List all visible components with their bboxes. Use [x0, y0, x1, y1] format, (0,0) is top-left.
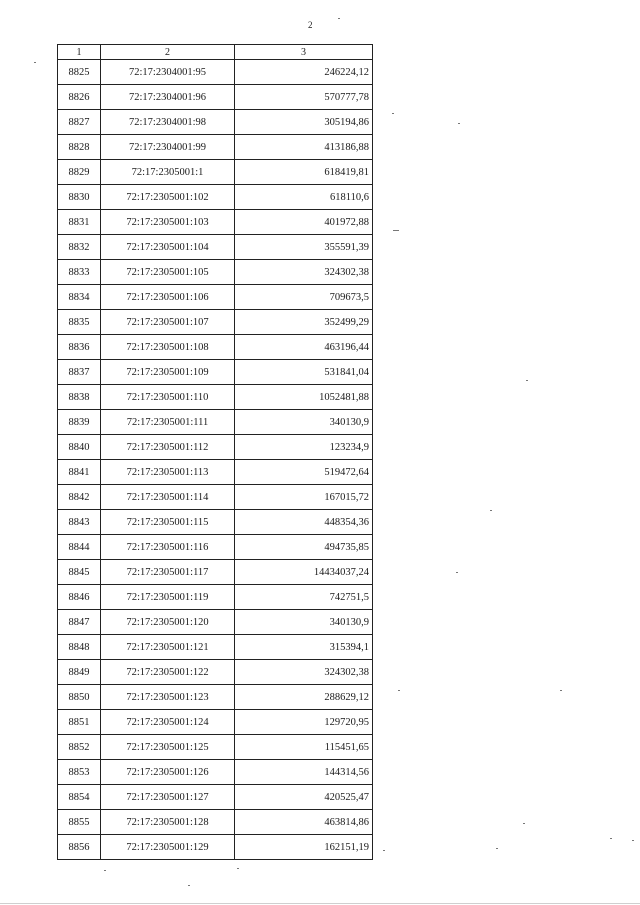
cadastral-number-cell: 72:17:2305001:129 — [101, 835, 235, 860]
value-cell: 352499,29 — [235, 310, 373, 335]
table-row — [58, 185, 373, 210]
column-header-1: 1 — [58, 45, 101, 60]
table-row — [58, 260, 373, 285]
table-row — [58, 785, 373, 810]
table-row — [58, 160, 373, 185]
value-cell: 340130,9 — [235, 410, 373, 435]
column-header-3: 3 — [235, 45, 373, 60]
row-number-cell: 8853 — [58, 760, 101, 785]
cadastral-number-cell: 72:17:2305001:112 — [101, 435, 235, 460]
scan-speck — [398, 690, 400, 691]
scan-speck — [104, 870, 106, 871]
cadastral-number-cell: 72:17:2305001:108 — [101, 335, 235, 360]
row-number-cell: 8830 — [58, 185, 101, 210]
table-row — [58, 810, 373, 835]
table-row — [58, 510, 373, 535]
table-row — [58, 760, 373, 785]
value-cell: 324302,38 — [235, 660, 373, 685]
row-number-cell: 8835 — [58, 310, 101, 335]
value-cell: 420525,47 — [235, 785, 373, 810]
value-cell: 324302,38 — [235, 260, 373, 285]
value-cell: 246224,12 — [235, 60, 373, 85]
row-number-cell: 8854 — [58, 785, 101, 810]
cadastral-number-cell: 72:17:2305001:122 — [101, 660, 235, 685]
value-cell: 355591,39 — [235, 235, 373, 260]
row-number-cell: 8828 — [58, 135, 101, 160]
cadastral-number-cell: 72:17:2305001:114 — [101, 485, 235, 510]
row-number-cell: 8839 — [58, 410, 101, 435]
row-number-cell: 8833 — [58, 260, 101, 285]
row-number-cell: 8845 — [58, 560, 101, 585]
cadastral-number-cell: 72:17:2305001:1 — [101, 160, 235, 185]
scan-speck — [560, 690, 562, 691]
scan-speck — [490, 510, 492, 511]
value-cell: 742751,5 — [235, 585, 373, 610]
cadastral-number-cell: 72:17:2305001:125 — [101, 735, 235, 760]
scan-speck — [392, 113, 394, 114]
table-row — [58, 685, 373, 710]
register-table — [57, 44, 373, 860]
cadastral-number-cell: 72:17:2305001:104 — [101, 235, 235, 260]
row-number-cell: 8838 — [58, 385, 101, 410]
cadastral-number-cell: 72:17:2305001:127 — [101, 785, 235, 810]
table-row — [58, 610, 373, 635]
table-row — [58, 585, 373, 610]
scan-speck — [496, 848, 498, 849]
table-row — [58, 310, 373, 335]
table-row — [58, 435, 373, 460]
value-cell: 570777,78 — [235, 85, 373, 110]
row-number-cell: 8829 — [58, 160, 101, 185]
table-row — [58, 460, 373, 485]
value-cell: 709673,5 — [235, 285, 373, 310]
table-row — [58, 660, 373, 685]
cadastral-number-cell: 72:17:2305001:123 — [101, 685, 235, 710]
cadastral-number-cell: 72:17:2305001:120 — [101, 610, 235, 635]
row-number-cell: 8827 — [58, 110, 101, 135]
value-cell: 288629,12 — [235, 685, 373, 710]
value-cell: 129720,95 — [235, 710, 373, 735]
row-number-cell: 8825 — [58, 60, 101, 85]
table-row — [58, 235, 373, 260]
table-row — [58, 335, 373, 360]
table-row — [58, 410, 373, 435]
scan-speck — [383, 850, 385, 851]
cadastral-number-cell: 72:17:2305001:102 — [101, 185, 235, 210]
value-cell: 144314,56 — [235, 760, 373, 785]
table-row — [58, 60, 373, 85]
cadastral-number-cell: 72:17:2305001:128 — [101, 810, 235, 835]
value-cell: 413186,88 — [235, 135, 373, 160]
value-cell: 162151,19 — [235, 835, 373, 860]
row-number-cell: 8848 — [58, 635, 101, 660]
cadastral-number-cell: 72:17:2304001:96 — [101, 85, 235, 110]
value-cell: 618110,6 — [235, 185, 373, 210]
value-cell: 519472,64 — [235, 460, 373, 485]
table-body — [58, 60, 373, 860]
value-cell: 340130,9 — [235, 610, 373, 635]
row-number-cell: 8834 — [58, 285, 101, 310]
table-row — [58, 385, 373, 410]
cadastral-number-cell: 72:17:2305001:124 — [101, 710, 235, 735]
table-row — [58, 85, 373, 110]
row-number-cell: 8851 — [58, 710, 101, 735]
row-number-cell: 8832 — [58, 235, 101, 260]
scan-speck — [188, 885, 190, 886]
value-cell: 1052481,88 — [235, 385, 373, 410]
cadastral-number-cell: 72:17:2305001:106 — [101, 285, 235, 310]
scan-speck — [237, 868, 239, 869]
value-cell: 463196,44 — [235, 335, 373, 360]
cadastral-number-cell: 72:17:2304001:98 — [101, 110, 235, 135]
cadastral-number-cell: 72:17:2305001:113 — [101, 460, 235, 485]
table-row — [58, 285, 373, 310]
scan-speck — [456, 572, 458, 573]
cadastral-number-cell: 72:17:2305001:110 — [101, 385, 235, 410]
scan-speck — [393, 230, 399, 231]
row-number-cell: 8841 — [58, 460, 101, 485]
value-cell: 401972,88 — [235, 210, 373, 235]
value-cell: 305194,86 — [235, 110, 373, 135]
row-number-cell: 8849 — [58, 660, 101, 685]
cadastral-number-cell: 72:17:2304001:99 — [101, 135, 235, 160]
cadastral-number-cell: 72:17:2304001:95 — [101, 60, 235, 85]
table-row — [58, 635, 373, 660]
row-number-cell: 8850 — [58, 685, 101, 710]
cadastral-number-cell: 72:17:2305001:116 — [101, 535, 235, 560]
row-number-cell: 8852 — [58, 735, 101, 760]
cadastral-number-cell: 72:17:2305001:117 — [101, 560, 235, 585]
scan-edge — [0, 903, 640, 904]
row-number-cell: 8856 — [58, 835, 101, 860]
row-number-cell: 8842 — [58, 485, 101, 510]
scan-speck — [610, 838, 612, 839]
value-cell: 448354,36 — [235, 510, 373, 535]
cadastral-number-cell: 72:17:2305001:109 — [101, 360, 235, 385]
table-row — [58, 110, 373, 135]
table-row — [58, 485, 373, 510]
scan-speck — [458, 123, 460, 124]
cadastral-number-cell: 72:17:2305001:121 — [101, 635, 235, 660]
table-row — [58, 735, 373, 760]
cadastral-number-cell: 72:17:2305001:105 — [101, 260, 235, 285]
value-cell: 123234,9 — [235, 435, 373, 460]
value-cell: 167015,72 — [235, 485, 373, 510]
table-row — [58, 710, 373, 735]
column-header-2: 2 — [101, 45, 235, 60]
value-cell: 494735,85 — [235, 535, 373, 560]
row-number-cell: 8826 — [58, 85, 101, 110]
table-header-row — [58, 45, 373, 60]
cadastral-number-cell: 72:17:2305001:107 — [101, 310, 235, 335]
page-number: 2 — [308, 20, 313, 30]
value-cell: 14434037,24 — [235, 560, 373, 585]
row-number-cell: 8837 — [58, 360, 101, 385]
row-number-cell: 8846 — [58, 585, 101, 610]
table-row — [58, 535, 373, 560]
value-cell: 463814,86 — [235, 810, 373, 835]
table-row — [58, 835, 373, 860]
cadastral-number-cell: 72:17:2305001:126 — [101, 760, 235, 785]
cadastral-number-cell: 72:17:2305001:119 — [101, 585, 235, 610]
scan-speck — [526, 380, 528, 381]
scan-speck — [632, 840, 634, 841]
table-row — [58, 135, 373, 160]
cadastral-number-cell: 72:17:2305001:111 — [101, 410, 235, 435]
row-number-cell: 8844 — [58, 535, 101, 560]
table-row — [58, 360, 373, 385]
scan-speck — [523, 823, 525, 824]
row-number-cell: 8831 — [58, 210, 101, 235]
value-cell: 618419,81 — [235, 160, 373, 185]
value-cell: 115451,65 — [235, 735, 373, 760]
cadastral-number-cell: 72:17:2305001:103 — [101, 210, 235, 235]
scan-speck — [34, 62, 36, 63]
row-number-cell: 8836 — [58, 335, 101, 360]
row-number-cell: 8840 — [58, 435, 101, 460]
cadastral-number-cell: 72:17:2305001:115 — [101, 510, 235, 535]
row-number-cell: 8855 — [58, 810, 101, 835]
value-cell: 315394,1 — [235, 635, 373, 660]
value-cell: 531841,04 — [235, 360, 373, 385]
table-row — [58, 210, 373, 235]
row-number-cell: 8843 — [58, 510, 101, 535]
scan-speck — [338, 18, 340, 19]
table-row — [58, 560, 373, 585]
row-number-cell: 8847 — [58, 610, 101, 635]
